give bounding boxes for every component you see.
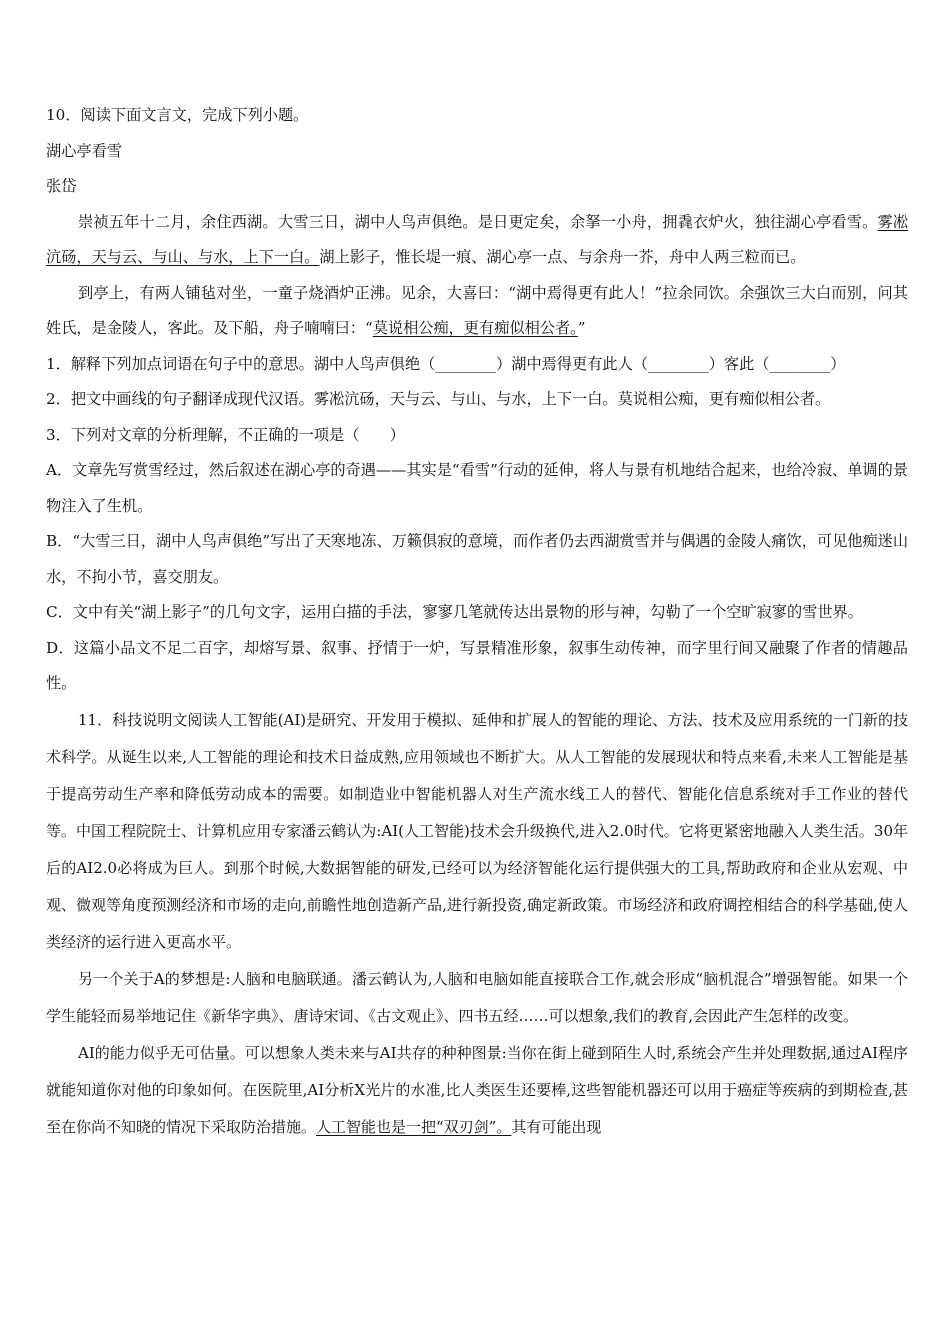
sub-question-3: 3．下列对文章的分析理解，不正确的一项是（ ） (46, 425, 405, 444)
sub-question-2: 2．把文中画线的句子翻译成现代汉语。雾凇沆砀，天与云、与山、与水，上下一白。莫说相公痴，更有痴似相公者。 (46, 390, 831, 408)
underlined-sentence-1: 雾凇沆砀，天与云、与山、与水，上下一白。 (46, 212, 909, 266)
question-10-heading: 10．阅读下面文言文，完成下列小题。 (46, 106, 309, 124)
q11-p3-text-end: 其有可能出现 (511, 1117, 602, 1136)
sub-question-1: 1．解释下列加点词语在句子中的意思。湖中人鸟声俱绝（________）湖中焉得更有此人（________）客此（________） (46, 354, 846, 373)
q11-paragraph-2: 另一个关于A的梦想是:人脑和电脑联通。潘云鹤认为,人脑和电脑如能直接联合工作,就会形成“脑机混合”增强智能。如果一个学生能轻而易举地记住《新华字典》、唐诗宋词、《古文观止》、四书五经……可以想象,我们的教育,会因此产生怎样的改变。 (46, 969, 908, 1025)
q11-p3-text: AI的能力似乎无可估量。可以想象人类未来与AI共存的种种图景:当你在街上碰到陌生人时,系统会产生并处理数据,通过AI程序就能知道你对他的印象如何。在医院里,AI分析X光片的水准,比人类医生还要棒,这些智能机器还可以用于癌症等疾病的到期检查,甚至在你尚不知晓的情况下采取防治措施。 (46, 1043, 908, 1136)
option-b: B．“大雪三日，湖中人鸟声俱绝”写出了天寒地冻、万籁俱寂的意境，而作者仍去西湖赏雪并与偶遇的金陵人痛饮，可见他痴迷山水，不拘小节，喜交朋友。 (46, 532, 909, 586)
passage-p1-text-end: 湖上影子，惟长堤一痕、湖心亭一点、与余舟一芥，舟中人两三粒而已。 (319, 248, 806, 266)
passage-title: 湖心亭看雪 (46, 141, 122, 160)
underlined-sentence-3: 人工智能也是一把“双刃剑”。 (316, 1117, 512, 1136)
passage-paragraph-2 (46, 276, 908, 347)
passage-p2-text-end: ” (577, 319, 586, 337)
option-a: A．文章先写赏雪经过，然后叙述在湖心亭的奇遇——其实是“看雪”行动的延伸，将人与景有机地结合起来，也给冷寂、单调的景物注入了生机。 (46, 461, 908, 515)
underlined-sentence-2: 莫说相公痴，更有痴似相公者。 (372, 319, 578, 337)
q11-paragraph-1: 11．科技说明文阅读人工智能(AI)是研究、开发用于模拟、延伸和扩展人的智能的理论、方法、技术及应用系统的一门新的技术科学。从诞生以来,人工智能的理论和技术日益成熟,应用领域也不断扩大。从人工智能的发展现状和特点来看,未来人工智能是基于提高劳动生产率和降低劳动成本的需要。如制造业中智能机器人对生产流水线工人的替代、智能化信息系统对手工作业的替代等。中国工程院院士、计算机应用专家潘云鹤认为:AI(人工智能)技术会升级换代,进入2.0时代。它将更紧密地融入人类生活。30年后的AI2.0必将成为巨人。到那个时候,大数据智能的研发,已经可以为经济智能化运行提供强大的工具,帮助政府和企业从宏观、中观、微观等角度预测经济和市场的走向,前瞻性地创造新产品,进行新投资,确定新政策。市场经济和政府调控相结合的科学基础,使人类经济的运行进入更高水平。 (46, 710, 908, 951)
passage-author: 张岱 (46, 177, 77, 195)
passage-paragraph-1 (46, 205, 908, 276)
passage-p1-text: 崇祯五年十二月，余住西湖。大雪三日，湖中人鸟声俱绝。是日更定矣，余拏一小舟，拥毳衣炉火，独往湖心亭看雪。 (78, 212, 878, 231)
question-11-section (46, 702, 908, 1146)
document-page (46, 98, 908, 1146)
passage-p2-text: 到亭上，有两人铺毡对坐，一童子烧酒炉正沸。见余，大喜曰：“湖中焉得更有此人！”拉余同饮。余强饮三大白而别，问其姓氏，是金陵人，客此。及下船，舟子喃喃曰：“ (46, 283, 908, 337)
option-c: C．文中有关“湖上影子”的几句文字，运用白描的手法，寥寥几笔就传达出景物的形与神，勾勒了一个空旷寂寥的雪世界。 (46, 603, 863, 621)
q11-paragraph-3 (46, 1035, 908, 1146)
option-d: D．这篇小品文不足二百字，却熔写景、叙事、抒情于一炉，写景精准形象，叙事生动传神，而字里行间又融聚了作者的情趣品性。 (46, 638, 908, 692)
